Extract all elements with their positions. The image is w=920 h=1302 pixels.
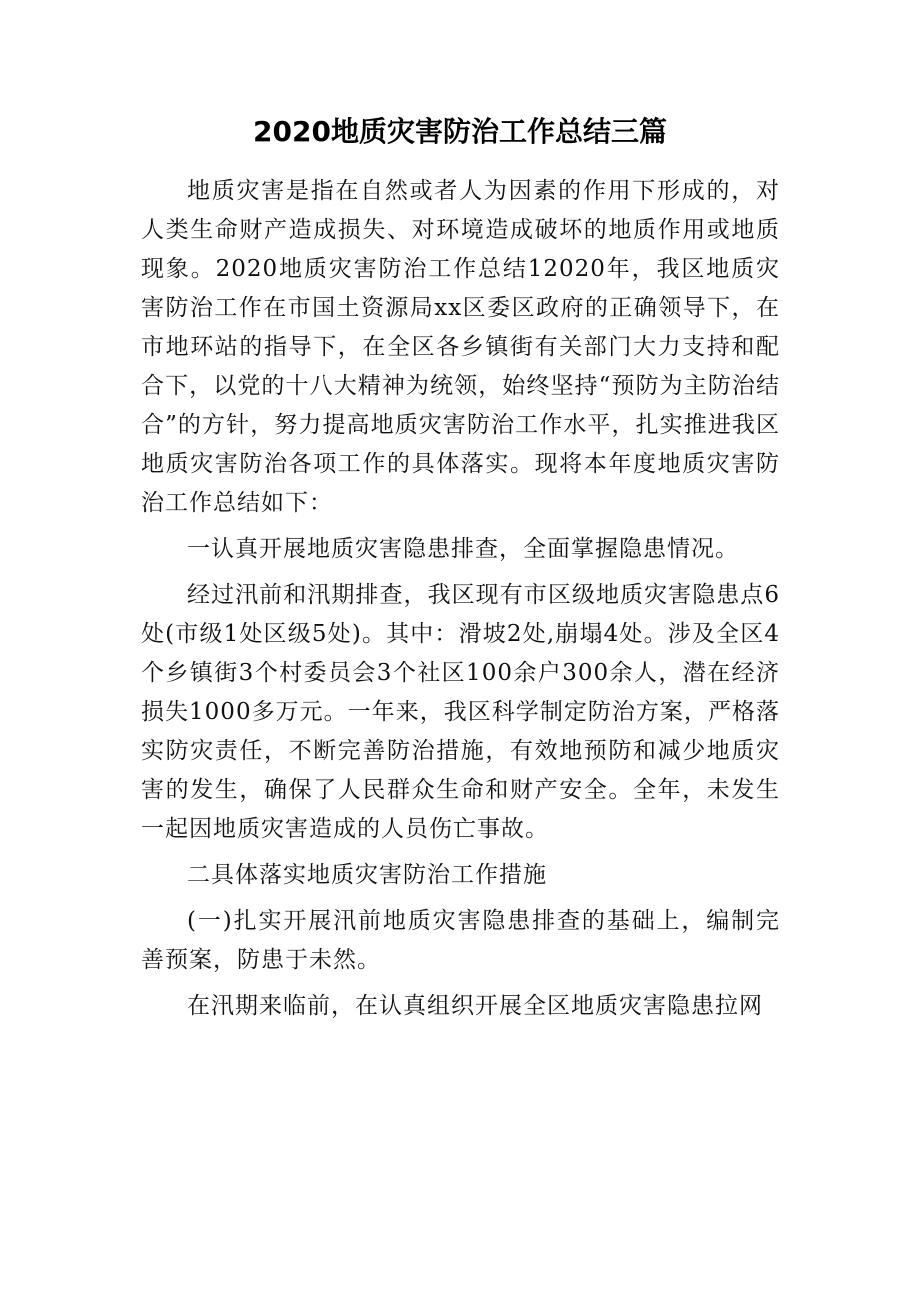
paragraph-flood-season: 在汛期来临前，在认真组织开展全区地质灾害隐患拉网 bbox=[187, 993, 763, 1019]
paragraph-intro: 地质灾害是指在自然或者人为因素的作用下形成的，对人类生命财产造成损失、对环境造成破坏的地质作用或地质现象。2020地质灾害防治工作总结12020年，我区地质灾害防治工作在市国土资源局xx区委区政府的正确领导下，在市地环站的指导下，在全区各乡镇街有关部门大力支持和配合下，以党的十八大精神为统领，始终坚持“预防为主防治结合”的方针，努力提高地质灾害防治工作水平，扎实推进我区地质灾害防治各项工作的具体落实。现将本年度地质灾害防治工作总结如下： bbox=[141, 178, 780, 516]
paragraph-heading-1: 一认真开展地质灾害隐患排查，全面掌握隐患情况。 bbox=[187, 536, 739, 562]
paragraph-survey: 经过汛前和汛期排查，我区现有市区级地质灾害隐患点6处(市级1处区级5处)。其中：滑坡2处,崩塌4处。涉及全区4个乡镇街3个村委员会3个社区100余户300余人，潜在经济损失1000多万元。一年来，我区科学制定防治方案，严格落实防灾责任，不断完善防治措施，有效地预防和减少地质灾害的发生，确保了人民群众生命和财产安全。全年，未发生一起因地质灾害造成的人员伤亡事故。 bbox=[141, 582, 780, 842]
paragraph-subheading-1: (一)扎实开展汛前地质灾害隐患排查的基础上，编制完善预案，防患于未然。 bbox=[141, 908, 780, 973]
paragraph-heading-2: 二具体落实地质灾害防治工作措施 bbox=[187, 862, 547, 888]
document-body bbox=[141, 172, 780, 1033]
document-title: 2020地质灾害防治工作总结三篇 bbox=[253, 115, 667, 148]
